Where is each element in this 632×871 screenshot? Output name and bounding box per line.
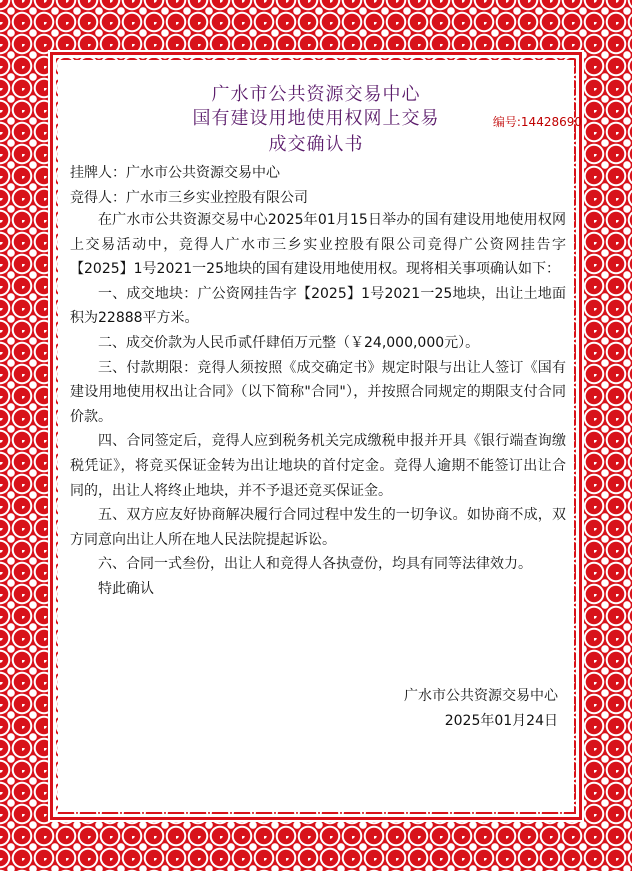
clause-dispute: 五、双方应友好协商解决履行合同过程中发生的一切争议。如协商不成，双方同意向出让人所在地人民法院提起诉讼。 [70, 507, 566, 548]
serial-number: 编号:14428690 [492, 115, 582, 129]
closing-confirmation: 特此确认 [98, 580, 154, 597]
bidder-line: 竞得人：广水市三乡实业控股有限公司 [70, 190, 308, 206]
intro-paragraph: 在广水市公共资源交易中心2025年01月15日举办的国有建设用地使用权网上交易活动中，竞得人广水市三乡实业控股有限公司竞得广公资网挂告字【2025】1号2021一25地块的国有建设用地使用权。现将相关事项确认如下： [70, 212, 566, 278]
clause-payment-term: 三、付款期限：竞得人须按照《成交确定书》规定时限与出让人签订《国有建设用地使用权出让合同》（以下简称"合同"），并按照合同规定的期限支付合同价款。 [70, 359, 566, 425]
document-title: 成交确认书 [268, 134, 364, 155]
clause-land-parcel: 一、成交地块：广公资网挂告字【2025】1号2021一25地块，出让土地面积为22888平方米。 [70, 285, 566, 327]
issuer-title: 广水市公共资源交易中心 [211, 84, 421, 105]
clause-copies: 六、合同一式叁份，出让人和竞得人各执壹份，均具有同等法律效力。 [98, 556, 532, 573]
document-body [70, 208, 566, 602]
clause-contract-signing: 四、合同签定后，竞得人应到税务机关完成缴税申报并开具《银行端查询缴税凭证》，将竞买保证金转为出让地块的首付定金。竞得人逾期不能签订出让合同的，出让人将终止地块，并不予退还竞买保证金。 [70, 433, 566, 499]
clause-price: 二、成交价款为人民币贰仟肆佰万元整（￥24,000,000元）。 [98, 334, 480, 351]
lister-line: 挂牌人：广水市公共资源交易中心 [70, 165, 280, 181]
signature-date: 2025年01月24日 [444, 713, 558, 729]
confirmation-document [58, 60, 582, 812]
trade-type-title: 国有建设用地使用权网上交易 [192, 108, 440, 129]
signature-organization: 广水市公共资源交易中心 [404, 688, 558, 704]
